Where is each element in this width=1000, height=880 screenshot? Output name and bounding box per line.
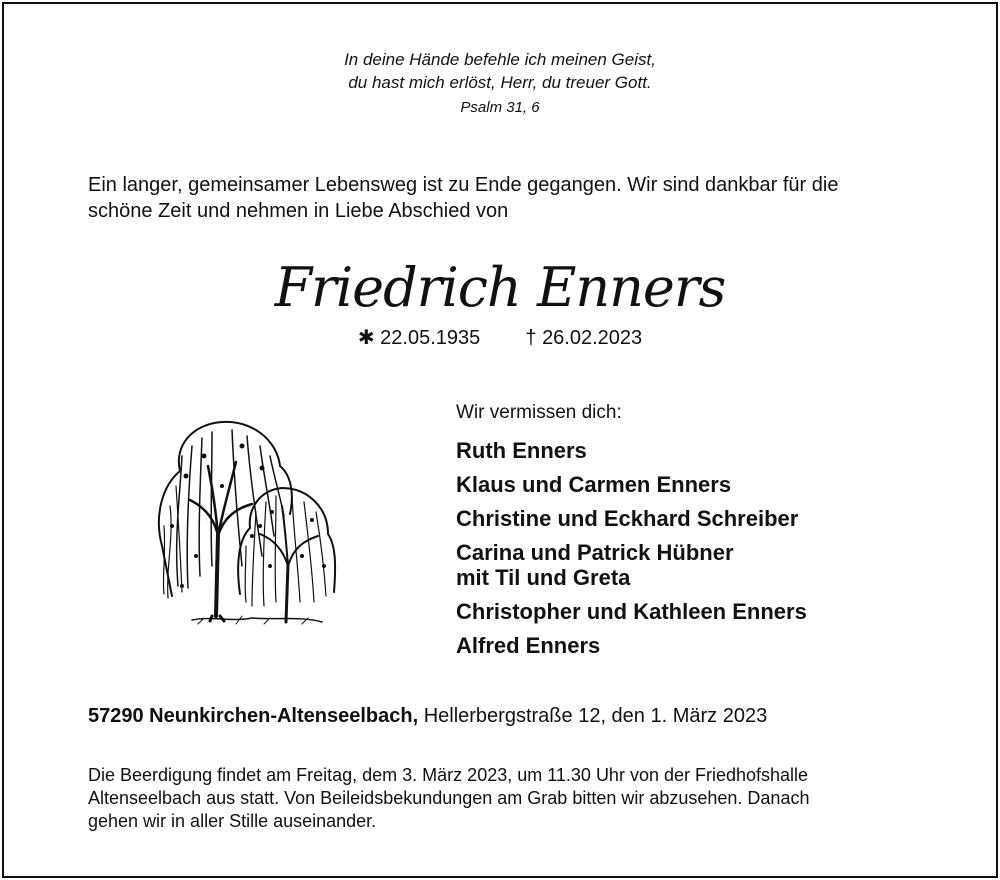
burial-line-1: Die Beerdigung findet am Freitag, dem 3. März 2023, um 11.30 Uhr von der Friedhofshalle — [88, 765, 809, 785]
intro-line-1: Ein langer, gemeinsamer Lebensweg ist zu Ende gegangen. Wir sind dankbar für die — [88, 174, 839, 196]
address-line — [88, 702, 948, 730]
death-date: 26.02.2023 — [542, 327, 643, 349]
family-member-children: mit Til und Greta — [456, 565, 631, 590]
bible-verse — [4, 48, 996, 119]
death-cross-icon: † — [525, 327, 537, 349]
family-member-name: Carina und Patrick Hübner — [456, 540, 734, 565]
family-member: Christopher und Kathleen Enners — [456, 599, 807, 624]
burial-line-2: Altenseelbach aus statt. Von Beileidsbekundungen am Grab bitten wir abzusehen. Danach — [88, 788, 810, 808]
address-place: 57290 Neunkirchen-Altenseelbach, — [88, 705, 419, 727]
intro-text — [88, 172, 928, 224]
family-member: Christine und Eckhard Schreiber — [456, 506, 799, 531]
family-heading: Wir vermissen dich: — [456, 402, 622, 423]
intro-line-2: schöne Zeit und nehmen in Liebe Abschied von — [88, 200, 509, 222]
burial-info — [88, 764, 948, 833]
verse-line-2: du hast mich erlöst, Herr, du treuer Gott. — [348, 73, 652, 92]
verse-line-1: In deine Hände befehle ich meinen Geist, — [344, 50, 656, 69]
deceased-name: Friedrich Enners — [274, 256, 726, 319]
burial-line-3: gehen wir in aller Stille auseinander. — [88, 811, 377, 831]
family-member: Alfred Enners — [456, 633, 601, 658]
family-member: Klaus und Carmen Enners — [456, 472, 732, 497]
weeping-willow-trees-icon — [152, 416, 342, 626]
family-list — [456, 400, 936, 667]
family-member-with-children — [456, 540, 936, 590]
family-member: Ruth Enners — [456, 438, 587, 463]
birth-star-icon: ✱ — [357, 327, 375, 349]
address-street-date: Hellerbergstraße 12, den 1. März 2023 — [418, 705, 768, 727]
obituary-notice — [2, 2, 998, 878]
birth-date: 22.05.1935 — [380, 327, 481, 349]
life-dates — [4, 324, 996, 352]
verse-reference: Psalm 31, 6 — [460, 99, 540, 116]
